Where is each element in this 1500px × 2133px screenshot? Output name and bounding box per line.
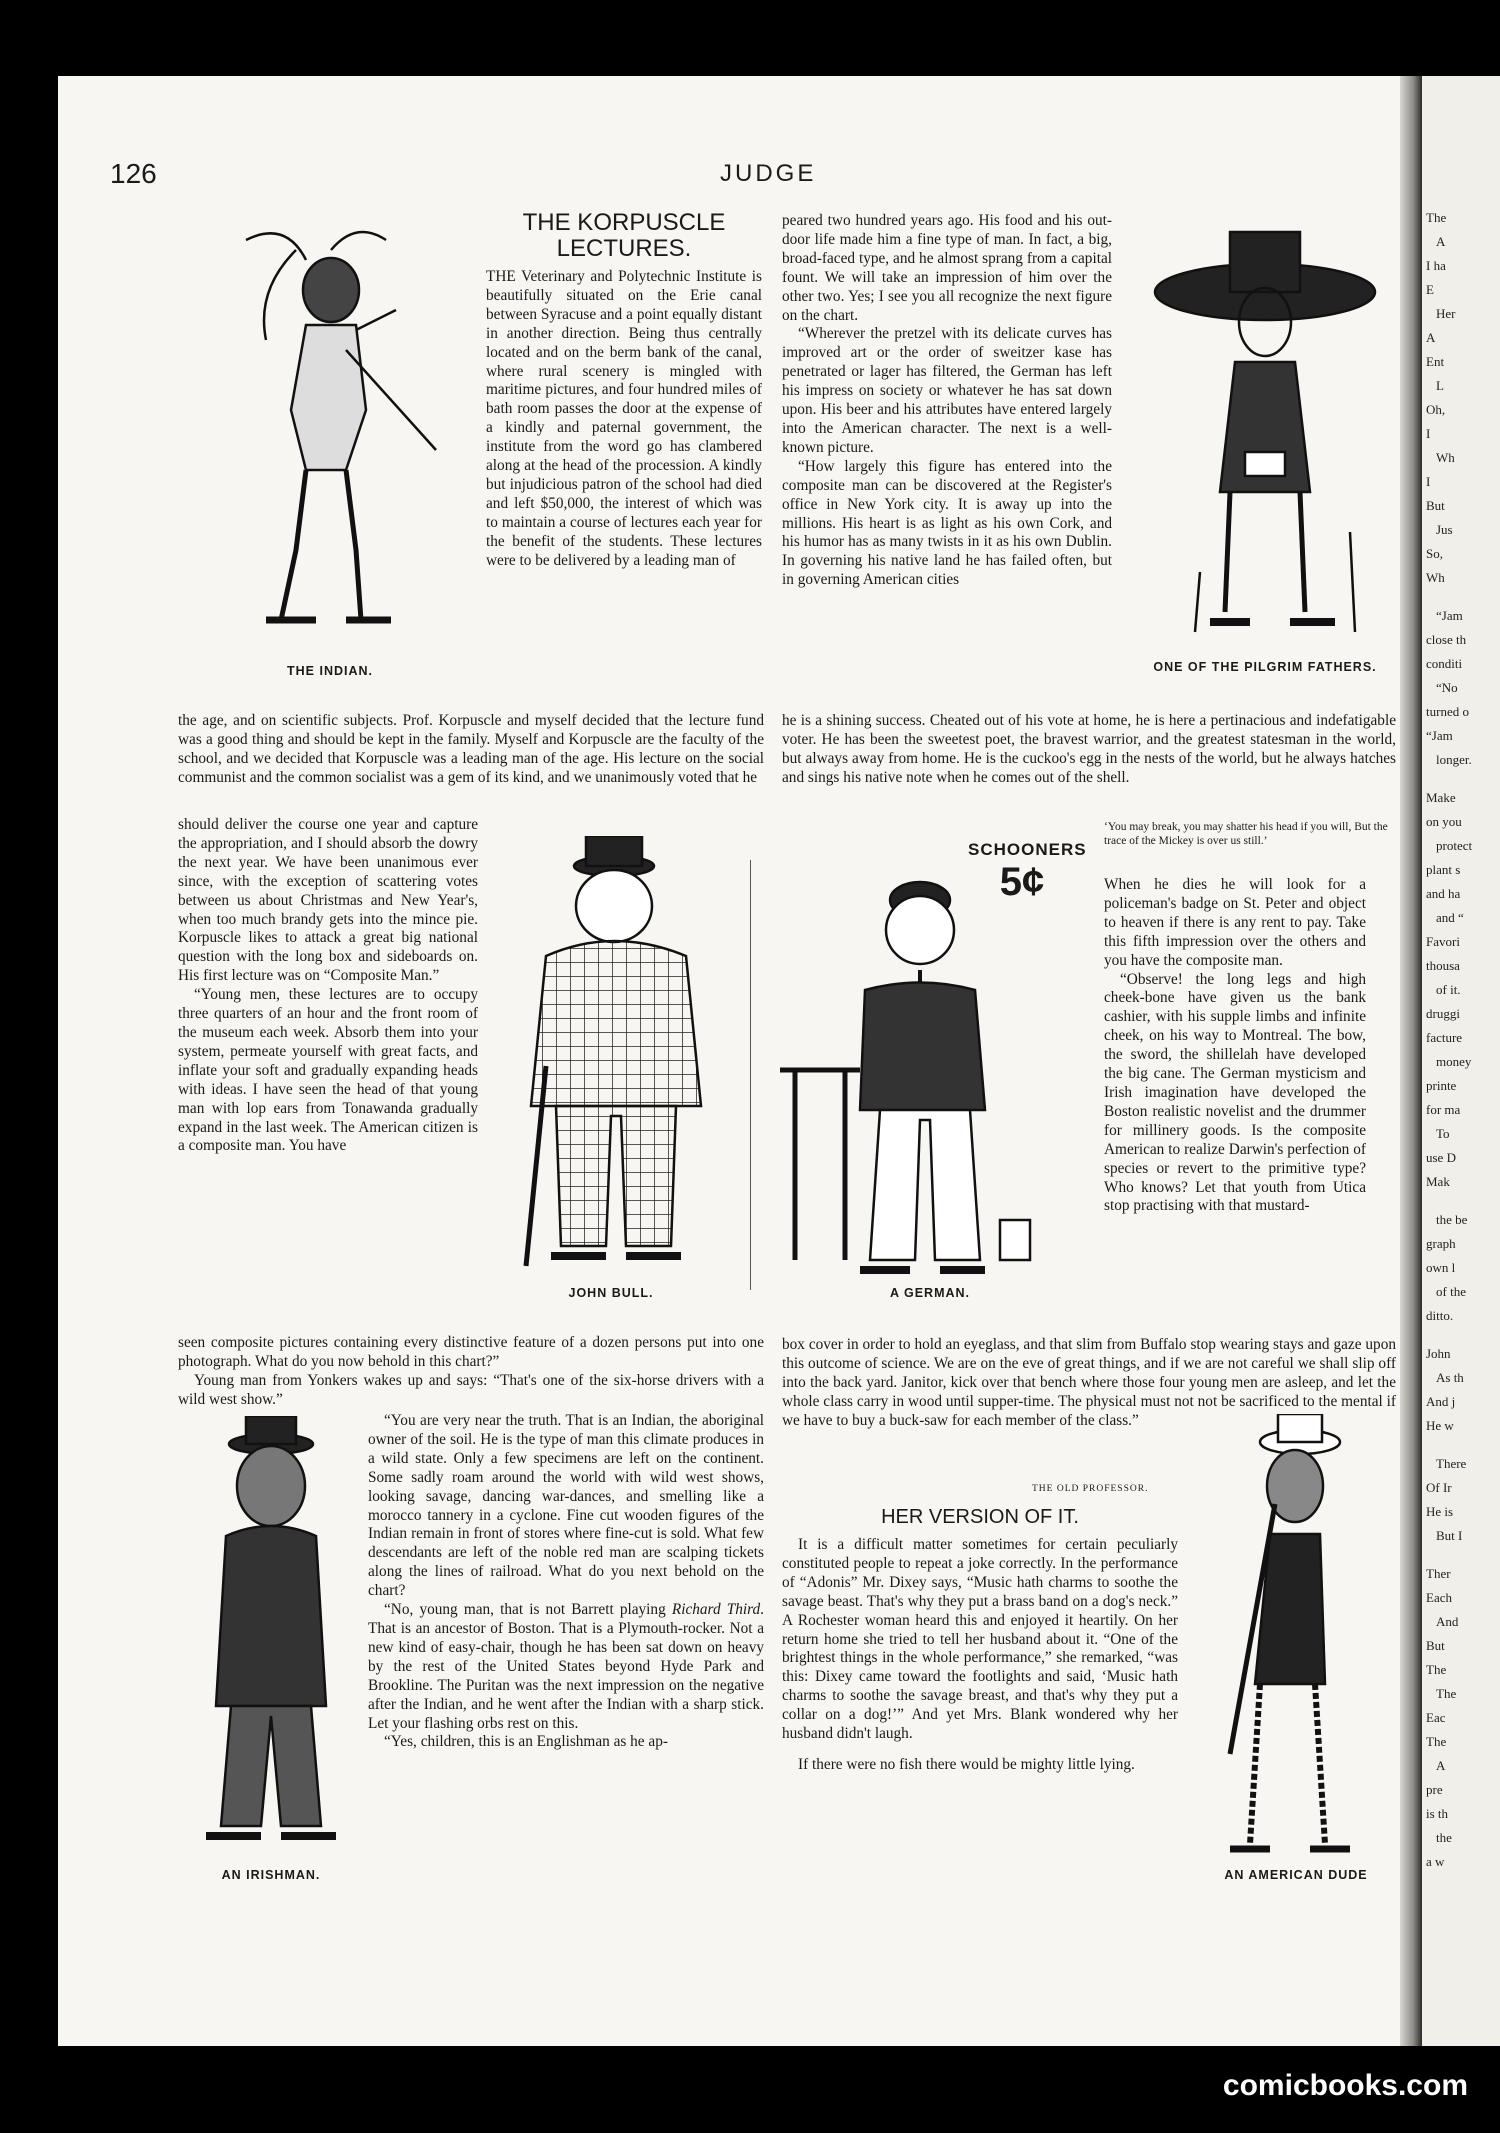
caption-german: A GERMAN.: [889, 1286, 971, 1300]
next-page-fragment: graph: [1426, 1236, 1456, 1251]
next-page-fragment: A: [1426, 330, 1436, 345]
page-number: 126: [110, 158, 157, 189]
article-2-body: [782, 1536, 1178, 1775]
paragraph: “No, young man, that is not Barrett playing Richard Third. That is an ancestor of Boston. That is a Plymouth-rocker. Not a new kind of easy-chair, though he has been sat down on heavy by the rest of the United States beyond Hyde Park and Brookline. The Puritan was the next impression on the negative after the Indian, and he went after the Indian with a sharp stick. Let your flashing orbs rest on this.: [368, 1601, 764, 1732]
next-page-fragment: I: [1426, 426, 1431, 441]
paragraph: seen composite pictures containing every distinctive feature of a dozen persons put into one photograph. What do you now behold in this chart?”: [178, 1334, 764, 1370]
pilgrim-illustration: [1140, 212, 1390, 652]
paragraph: “Yes, children, this is an Englishman as he ap-: [384, 1733, 668, 1751]
next-page-fragment: The: [1426, 210, 1447, 225]
paragraph: should deliver the course one year and capture the appropriation, and I should absorb the dowry the next year. We have been unanimous ever since, with the exception of scattering votes between us about Christmas and New Year's, when too much brandy gets into the mince pie. Korpuscle likes to attack a great big national question with the long box and sideboards on. His first lecture was on “Composite Man.”: [178, 816, 478, 985]
next-page-fragment: “Jam: [1426, 728, 1453, 743]
next-page-fragment: and ha: [1426, 886, 1461, 901]
next-page-fragment: is th: [1426, 1806, 1449, 1821]
german-illustration: [770, 880, 1090, 1280]
next-page-fragment: The: [1426, 1734, 1447, 1749]
verse-quote: ‘You may break, you may shatter his head if you will, But the trace of the Mickey is over us still.’: [1104, 821, 1388, 847]
caption-irishman: AN IRISHMAN.: [221, 1868, 321, 1882]
next-page-fragment: But: [1426, 498, 1445, 513]
irishman-illustration: [176, 1416, 366, 1856]
paragraph: “You are very near the truth. That is an Indian, the aboriginal owner of the soil. He is the type of man this climate produces in a wild state. Only a few specimens are left on the continent. Some sadly roam around the world with wild west shows, looking savage, dancing war-dances, and smelling like a morocco tannery in a cyclone. Fine cut wooden figures of the Indian remain in front of stores where fine-cut is sold. What few descendants are left of the noble red man are scalping tickets along the lines of railroad. What do you next behold on the chart?: [368, 1412, 764, 1600]
next-page-fragment: I ha: [1426, 258, 1446, 273]
paragraph: It is a difficult matter sometimes for certain peculiarly constituted people to repeat a joke correctly. In the performance of “Adonis” Mr. Dixey says, “Music hath charms to soothe the savage beast. That's why they put a brass band on a dog's neck.” A Rochester woman heard this and enjoyed it heartily. On her return home she tried to tell her husband about it. “One of the brightest things in the whole performance,” she remarked, “was this: Dixey came toward the footlights and said, ‘Music hath charms to soothe the savage breast, and that's why they put a collar on a dog!’” And yet Mrs. Blank wondered why her husband didn't laugh.: [782, 1536, 1178, 1743]
next-page-fragment: But: [1426, 1638, 1445, 1653]
next-page-fragment: The: [1436, 1686, 1457, 1701]
next-page-fragment: Mak: [1426, 1174, 1450, 1189]
sign-line-2: 5¢: [999, 860, 1045, 904]
next-page-fragment: And: [1436, 1614, 1459, 1629]
next-page-fragment: the: [1436, 1830, 1452, 1845]
next-page-fragment: money: [1436, 1054, 1472, 1069]
next-page-fragment: close th: [1426, 632, 1467, 647]
next-page-fragment: To: [1436, 1126, 1450, 1141]
next-page-fragment: thousa: [1426, 958, 1460, 973]
next-page-fragment: He w: [1426, 1418, 1454, 1433]
next-page-fragment: protect: [1436, 838, 1473, 853]
next-page-fragment: “No: [1436, 680, 1458, 695]
paragraph: THE Veterinary and Polytechnic Institute is beautifully situated on the Erie canal between Syracuse and a point equally distant in another direction. Being thus centrally located and on the berm bank of the canal, where rural scenery is mingled with maritime pictures, and four hundred miles of bath room passes the door at the expense of a kindly and paternal government, the institute from the word go has clambered along at the head of the procession. A kindly but injudicious patron of the school had died and left $50,000, the interest of which was to maintain a course of lectures each year for the benefit of the students. These lectures were to be delivered by a leading man of: [486, 268, 762, 569]
signature: THE OLD PROFESSOR.: [1032, 1484, 1149, 1494]
next-page-fragment: turned o: [1426, 704, 1469, 719]
watermark: comicbooks.com: [1222, 2069, 1468, 2102]
paragraph: peared two hundred years ago. His food and his out-door life made him a fine type of man. In fact, a big, broad-faced type, and he almost sprang from a capital fount. We will take an impression of him over the other two. Yes; I see you all recognize the next figure on the chart.: [782, 212, 1112, 324]
next-page-fragment: Her: [1436, 306, 1456, 321]
paragraph: When he dies he will look for a policeman's badge on St. Peter and object to heaven if there is any rent to pay. Take this fifth impression over the others and you have the composite man.: [1104, 876, 1366, 969]
next-page-fragment: plant s: [1426, 862, 1461, 877]
next-page-fragment: There: [1436, 1456, 1467, 1471]
paragraph: “Observe! the long legs and high cheek-bone have given us the bank cashier, with his supple limbs and infinite cheek, on his way to Montreal. The bow, the sword, the shillelah have developed the big cane. The German mysticism and Irish imagination have developed the Boston realistic novelist and the drummer for millinery goods. Is the composite American to realize Darwin's perfection of species or revert to the primitive type? Who knows? Let that youth from Utica stop practising with that mustard-: [1104, 970, 1366, 1215]
column-rule: [750, 860, 751, 1290]
filler-line: If there were no fish there would be mighty little lying.: [798, 1755, 1135, 1773]
next-page-fragment: A: [1436, 1758, 1446, 1773]
next-page-fragment: But I: [1436, 1528, 1463, 1543]
paragraph: Young man from Yonkers wakes up and says: “That's one of the six-horse drivers with a wild west show.”: [178, 1371, 764, 1408]
next-page-fragment: printe: [1426, 1078, 1457, 1093]
paragraph: the age, and on scientific subjects. Prof. Korpuscle and myself decided that the lecture fund was a good thing and should be kept in the family. Myself and Korpuscle are the faculty of the school, and we decided that Korpuscle was a leading man of the age. His lecture on the social communist and the common socialist was a gem of its kind, and we unanimously voted that he: [178, 712, 764, 786]
paragraph: he is a shining success. Cheated out of his vote at home, he is here a pertinacious and indefatigable voter. He has been the sweetest poet, the bravest warrior, and the greatest statesman in the world, but always away from home. He is the cuckoo's egg in the nests of the world, but he always hatches and sings his native note when he comes out of the shell.: [782, 712, 1396, 786]
page-spine: [1400, 76, 1422, 2046]
article-span-text: [178, 712, 764, 788]
next-page-fragment: Of Ir: [1426, 1480, 1452, 1495]
next-page-fragment: Eac: [1426, 1710, 1446, 1725]
paragraph: “Young men, these lectures are to occupy three quarters of an hour and the front room of the museum each week. Absorb them into your system, permeate yourself with great facts, and inflate your soft and gradually expanding heads with ideas. I have seen the head of that young man with lop ears from Tonawanda gradually expand in the last week. The American citizen is a composite man. You have: [178, 986, 478, 1155]
next-page-fragment: Jus: [1436, 522, 1453, 537]
next-page-fragment: of the: [1436, 1284, 1466, 1299]
next-page-fragment: conditi: [1426, 656, 1463, 671]
masthead: JUDGE: [720, 160, 817, 187]
john-bull-illustration: [486, 836, 736, 1276]
article-span-text-3: [782, 712, 1396, 788]
next-page-fragment: So,: [1426, 546, 1443, 561]
next-page-fragment: the be: [1436, 1212, 1468, 1227]
next-page-fragment: a w: [1426, 1854, 1445, 1869]
paragraph: “How largely this figure has entered into the composite man can be discovered at the Register's office in New York city. It is away up into the millions. His heart is as light as his own Cork, and his humor has as many twists in it as his own Dublin. In governing his native land he has failed often, but in governing American cities: [782, 457, 1112, 589]
next-page-fragment: Favori: [1426, 934, 1460, 949]
caption-dude: AN AMERICAN DUDE: [1224, 1868, 1368, 1882]
next-page-fragment: ditto.: [1426, 1308, 1454, 1323]
next-page-fragment: own l: [1426, 1260, 1456, 1275]
article-title: THE KORPUSCLE LECTURES.: [522, 209, 726, 262]
article-column-3: [1104, 876, 1366, 1216]
next-page-fragment: on you: [1426, 814, 1462, 829]
next-page-fragment: pre: [1426, 1782, 1443, 1797]
next-page-fragment: A: [1436, 234, 1446, 249]
adjacent-page-edge: [1422, 76, 1500, 2046]
next-page-fragment: for ma: [1426, 1102, 1461, 1117]
next-page-fragment: Wh: [1426, 570, 1445, 585]
paragraph: “Wherever the pretzel with its delicate curves has improved art or the order of sweitzer kase has penetrated or lager has filtered, the German has left his impress on society or whatever he has sat down upon. His beer and his attributes have entered largely into the American character. The next is a well-known picture.: [782, 325, 1112, 456]
article-title-2: HER VERSION OF IT.: [881, 1506, 1079, 1528]
next-page-fragment: Make: [1426, 790, 1456, 805]
next-page-fragment: Oh,: [1426, 402, 1446, 417]
caption-pilgrim: ONE OF THE PILGRIM FATHERS.: [1153, 660, 1377, 674]
next-page-fragment: and “: [1436, 910, 1464, 925]
next-page-fragment: He is: [1426, 1504, 1454, 1519]
caption-indian: THE INDIAN.: [287, 664, 373, 678]
article-span-text-2: [178, 1334, 764, 1410]
next-page-fragment: “Jam: [1436, 608, 1463, 623]
article-column-1: [486, 268, 762, 571]
next-page-fragment: druggi: [1426, 1006, 1460, 1021]
article-column-1c: [368, 1412, 764, 1752]
paragraph: box cover in order to hold an eyeglass, and that slim from Buffalo stop wearing stays and gaze upon this outcome of science. We are on the eve of great things, and if we are not careful we shall slip off into the back yard. Janitor, kick over that bench where those four young men are asleep, and let the whole class carry in wood until supper-time. The physical must not not be sacrificed to the mental if we have to buy a buck-saw for each member of the class.”: [782, 1336, 1396, 1429]
indian-illustration: [236, 220, 466, 650]
next-page-fragment: As th: [1436, 1370, 1464, 1385]
next-page-fragment: Wh: [1436, 450, 1455, 465]
next-page-fragment: facture: [1426, 1030, 1463, 1045]
next-page-fragment: Each: [1426, 1590, 1452, 1605]
next-page-fragment: E: [1426, 282, 1434, 297]
article-column-2: [782, 212, 1112, 590]
next-page-fragment: Ent: [1426, 354, 1445, 369]
next-page-fragment: John: [1426, 1346, 1451, 1361]
next-page-fragment: Ther: [1426, 1566, 1451, 1581]
sign-line-1: SCHOONERS: [968, 840, 1087, 859]
next-page-fragment: use D: [1426, 1150, 1456, 1165]
next-page-fragment: longer.: [1436, 752, 1472, 767]
next-page-fragment: I: [1426, 474, 1431, 489]
article-column-1b: [178, 816, 478, 1156]
dude-illustration: [1200, 1414, 1380, 1864]
next-page-fragment: L: [1436, 378, 1444, 393]
next-page-fragment: The: [1426, 1662, 1447, 1677]
next-page-fragment: And j: [1426, 1394, 1456, 1409]
play-title: Richard Third: [671, 1601, 761, 1619]
caption-john-bull: JOHN BULL.: [568, 1286, 654, 1300]
next-page-fragment: of it.: [1436, 982, 1461, 997]
